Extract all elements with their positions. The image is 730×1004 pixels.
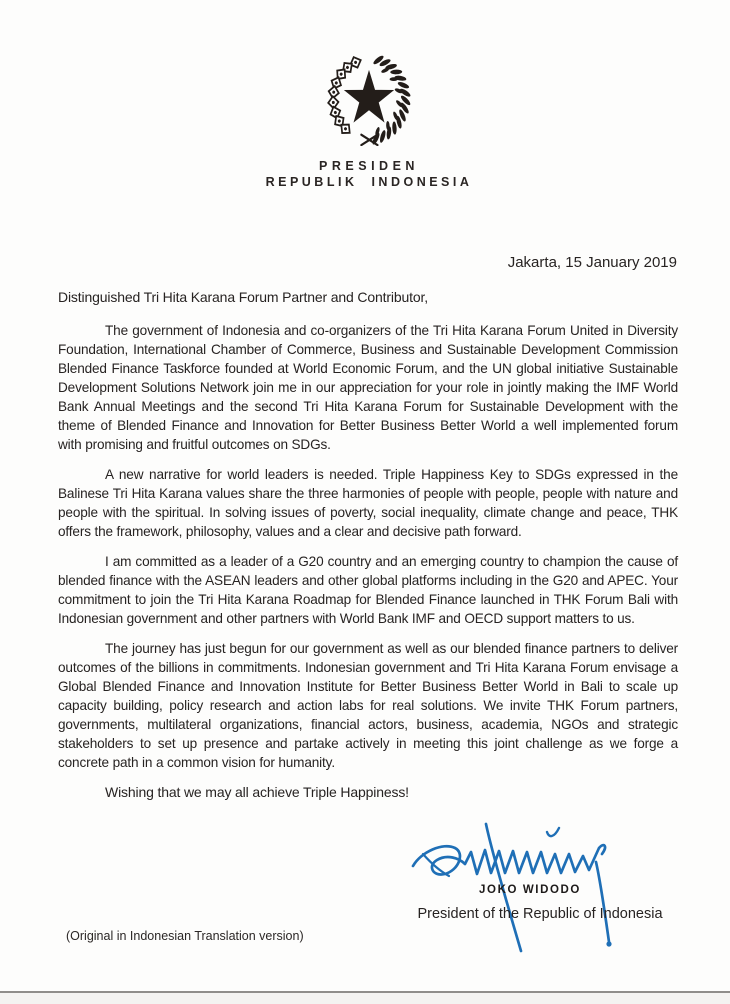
presidential-emblem-icon xyxy=(317,52,421,146)
letter-paragraph: The journey has just begun for our government as well as our blended finance partners to deliver outcomes of the billions in commitments. Indonesian government and Tri Hita Karana Forum envisage a Global Blended Finance and Innovation Institute for Better Business Better World in Bali to scale up capacity building, policy research and action labs for real solutions. We invite THK Forum partners, governments, multilateral organizations, financial actors, business, academia, NGOs and strategic stakeholders to set up presence and partake actively in meeting this joint challenge as we forge a concrete path in a common vision for humanity. xyxy=(58,641,678,770)
letterhead-republik-indonesia: REPUBLIK INDONESIA xyxy=(265,175,473,189)
salutation: Distinguished Tri Hita Karana Forum Partner and Contributor, xyxy=(58,289,428,305)
paragraphs-container xyxy=(58,321,678,772)
page-bottom-shadow xyxy=(0,993,730,1004)
letter-paragraph: A new narrative for world leaders is needed. Triple Happiness Key to SDGs expressed in the Balinese Tri Hita Karana values share the three harmonies of people with people, people with nature and people with the spiritual. In solving issues of poverty, social inequality, climate change and peace, THK offers the framework, philosophy, values and a clear and decisive path forward. xyxy=(58,467,678,539)
letterhead-presiden: PRESIDEN xyxy=(319,159,419,173)
signature-flourish xyxy=(413,845,605,874)
letter-body xyxy=(58,288,678,802)
letterhead xyxy=(219,158,519,190)
date-line: Jakarta, 15 January 2019 xyxy=(507,254,677,271)
signature-v-mark xyxy=(547,828,559,836)
closing-line: Wishing that we may all achieve Triple Happiness! xyxy=(105,784,409,800)
letter-paragraph: I am committed as a leader of a G20 country and an emerging country to champion the cause of blended finance with the ASEAN leaders and other global platforms including in the G20 and APEC. Your commitment to join the Tri Hita Karana Roadmap for Blended Finance launched in THK Forum Bali with Indonesian government and other partners with World Bank IMF and OECD support matters to us. xyxy=(58,554,678,626)
signature-ink-dot xyxy=(606,941,611,946)
signer-name: JOKO WIDODO xyxy=(479,884,581,896)
letter-paragraph: The government of Indonesia and co-organizers of the Tri Hita Karana Forum United in Diversity Foundation, International Chamber of Commerce, Business and Sustainable Development Commission Blended Finance Taskforce founded at World Economic Forum, and the UN global initiative Sustainable Development Solutions Network join me in our appreciation for your role in jointly making the IMF World Bank Annual Meetings and the second Tri Hita Karana Forum for Sustainable Development with the theme of Blended Finance and Innovation for Better Business Better World a well implemented forum with promising and fruitful outcomes on SDGs. xyxy=(58,323,678,452)
signature-long-stroke-right xyxy=(596,862,609,942)
signer-title: President of the Republic of Indonesia xyxy=(417,906,663,922)
translation-note: (Original in Indonesian Translation version) xyxy=(66,929,304,943)
